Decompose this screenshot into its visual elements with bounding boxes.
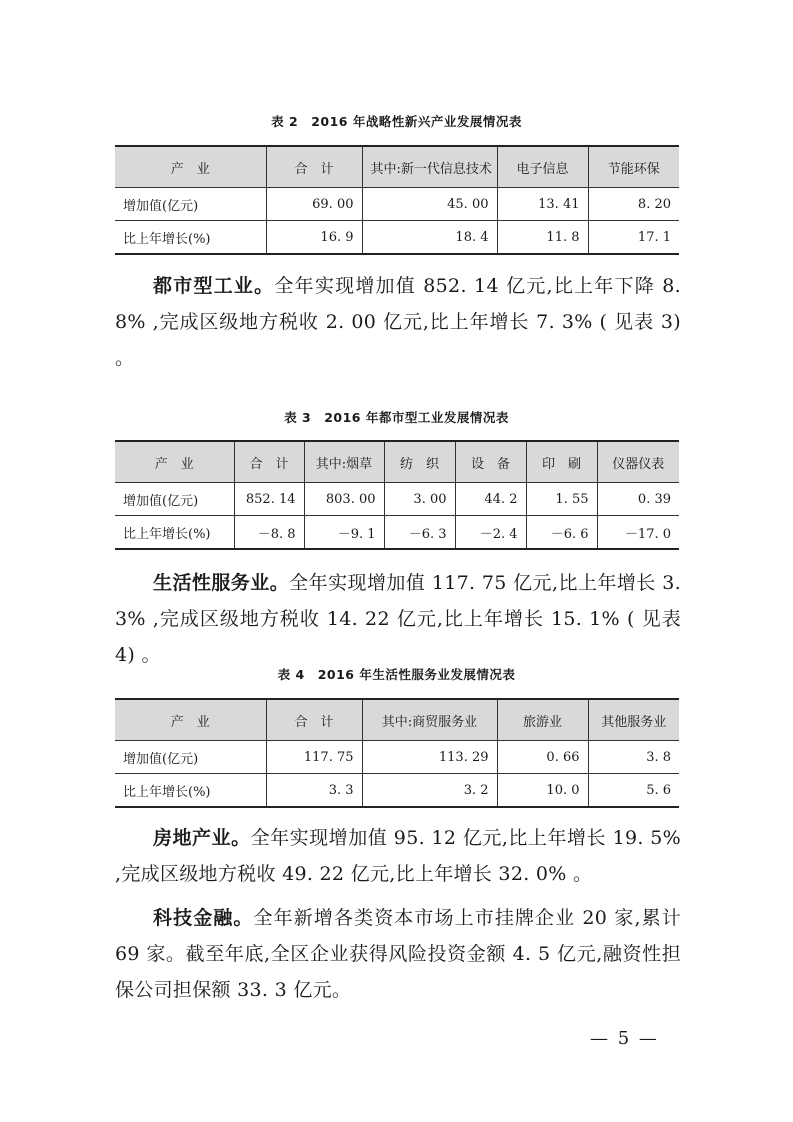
table-header-row	[115, 441, 679, 483]
table-cell: 10. 0	[497, 774, 588, 808]
row-label: 比上年增长(%)	[115, 516, 234, 550]
paragraph-lead: 科技金融。	[153, 907, 254, 929]
table-cell: 1. 55	[526, 483, 597, 516]
column-header: 合 计	[266, 146, 362, 188]
table-cell: 113. 29	[362, 741, 497, 774]
row-label: 增加值(亿元)	[115, 188, 266, 221]
table-cell: －17. 0	[597, 516, 679, 550]
table-4-caption: 表 4 2016 年生活性服务业发展情况表	[277, 667, 516, 682]
table-row	[115, 774, 679, 808]
table-2	[115, 145, 679, 255]
column-header: 仪器仪表	[597, 441, 679, 483]
paragraph-lead: 生活性服务业。	[153, 572, 290, 594]
table-cell: 0. 66	[497, 741, 588, 774]
table-cell: －8. 8	[234, 516, 304, 550]
table-cell: 3. 8	[588, 741, 679, 774]
table-cell: －6. 6	[526, 516, 597, 550]
paragraph-tech-finance	[115, 900, 681, 1008]
table-header-row	[115, 146, 679, 188]
table-cell: 69. 00	[266, 188, 362, 221]
row-label: 增加值(亿元)	[115, 483, 234, 516]
paragraph-text: 全年新增各类资本市场上市挂牌企业 20 家,累计 69 家。截至年底,全区企业获得风险投资金额 4. 5 亿元,融资性担保公司担保额 33. 3 亿元。	[115, 907, 681, 1001]
paragraph-real-estate	[115, 820, 681, 892]
row-label: 增加值(亿元)	[115, 741, 266, 774]
table-cell: 117. 75	[266, 741, 362, 774]
table-cell: 5. 6	[588, 774, 679, 808]
column-header: 旅游业	[497, 699, 588, 741]
column-header: 节能环保	[588, 146, 679, 188]
paragraph-consumer-services	[115, 565, 681, 673]
column-header: 其中:烟草	[304, 441, 384, 483]
table-3-caption: 表 3 2016 年都市型工业发展情况表	[284, 410, 509, 425]
table-cell: 45. 00	[362, 188, 497, 221]
column-header: 产 业	[115, 441, 234, 483]
table-4	[115, 698, 679, 808]
table-cell: 16. 9	[266, 221, 362, 255]
page-number: — 5 —	[590, 1028, 659, 1049]
table-cell: 0. 39	[597, 483, 679, 516]
table-cell: 13. 41	[497, 188, 588, 221]
paragraph-lead: 房地产业。	[153, 827, 251, 849]
column-header: 产 业	[115, 699, 266, 741]
table-row	[115, 516, 679, 550]
column-header: 其中:新一代信息技术	[362, 146, 497, 188]
table-row	[115, 221, 679, 255]
table-row	[115, 741, 679, 774]
column-header: 印 刷	[526, 441, 597, 483]
column-header: 合 计	[234, 441, 304, 483]
row-label: 比上年增长(%)	[115, 221, 266, 255]
table-cell: 18. 4	[362, 221, 497, 255]
table-cell: 17. 1	[588, 221, 679, 255]
table-cell: 8. 20	[588, 188, 679, 221]
table-header-row	[115, 699, 679, 741]
table-3	[115, 440, 679, 550]
paragraph-urban-industry	[115, 268, 681, 376]
table-cell: 803. 00	[304, 483, 384, 516]
table-cell: 3. 3	[266, 774, 362, 808]
table-2-caption: 表 2 2016 年战略性新兴产业发展情况表	[271, 114, 522, 129]
table-cell: 44. 2	[455, 483, 526, 516]
paragraph-text: 全年实现增加值 852. 14 亿元,比上年下降 8. 8% ,完成区级地方税收 2. 00 亿元,比上年增长 7. 3% ( 见表 3) 。	[115, 275, 681, 369]
table-cell: －2. 4	[455, 516, 526, 550]
column-header: 电子信息	[497, 146, 588, 188]
table-cell: 3. 00	[384, 483, 455, 516]
table-row	[115, 188, 679, 221]
paragraph-text: 全年实现增加值 117. 75 亿元,比上年增长 3. 3% ,完成区级地方税收 14. 22 亿元,比上年增长 15. 1% ( 见表 4) 。	[115, 572, 681, 666]
column-header: 纺 织	[384, 441, 455, 483]
table-row	[115, 483, 679, 516]
table-cell: 11. 8	[497, 221, 588, 255]
row-label: 比上年增长(%)	[115, 774, 266, 808]
column-header: 其中:商贸服务业	[362, 699, 497, 741]
column-header: 合 计	[266, 699, 362, 741]
column-header: 设 备	[455, 441, 526, 483]
table-cell: 852. 14	[234, 483, 304, 516]
paragraph-text: 全年实现增加值 95. 12 亿元,比上年增长 19. 5% ,完成区级地方税收 49. 22 亿元,比上年增长 32. 0% 。	[115, 827, 681, 885]
table-cell: 3. 2	[362, 774, 497, 808]
table-cell: －6. 3	[384, 516, 455, 550]
table-cell: －9. 1	[304, 516, 384, 550]
paragraph-lead: 都市型工业。	[153, 275, 275, 297]
column-header: 其他服务业	[588, 699, 679, 741]
column-header: 产 业	[115, 146, 266, 188]
